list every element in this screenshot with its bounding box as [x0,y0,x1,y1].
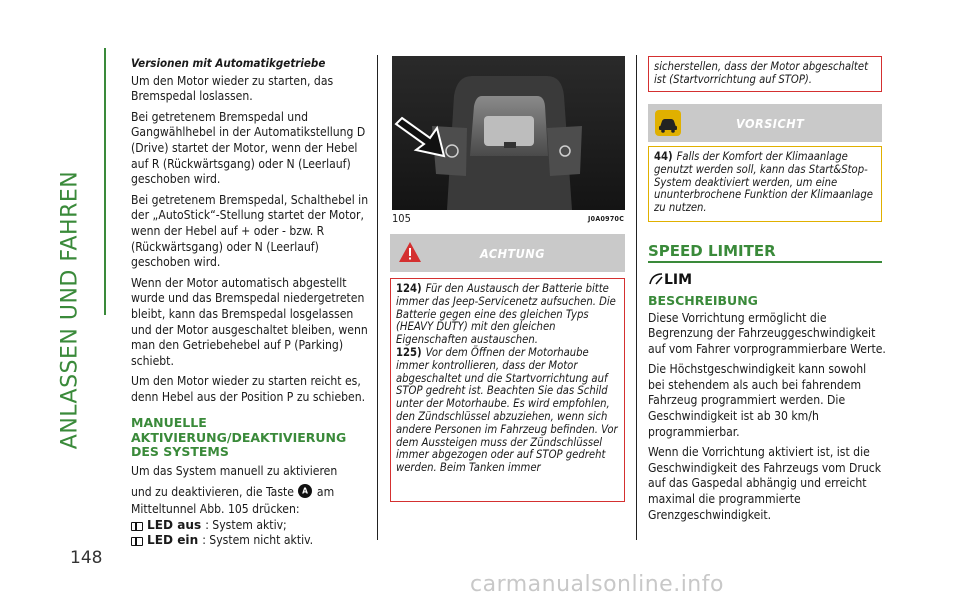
paragraph: Mitteltunnel Abb. 105 drücken: [131,502,300,517]
right-column-text [648,294,886,528]
paragraph: Um den Motor wieder zu starten, das Bremspedal loslassen. [131,73,334,104]
column-divider [636,55,637,540]
figure-code: J0A0970C [588,215,625,223]
page-number: 148 [70,548,103,568]
warning-box [390,278,625,502]
warning-banner [390,234,625,272]
warning-item: 124) Für den Austausch der Batterie bitte immer das Jeep-Servicenetz aufsuchen. Die Batterie gegen eine des gleichen Typs (HEAVY DUTY) mit den gleichen Eigenschaften austauschen. [396,282,616,347]
warning-title: ACHTUNG [480,246,545,261]
book-bullet-icon [131,536,143,546]
caution-box: 44) Falls der Komfort der Klimaanlage genutzt werden soll, kann das Start&Stop-System deaktiviert werden, um eine ununterbrochene Funktion der Klimaanlage zu nutzen. [648,146,882,222]
paragraph: Um das System manuell zu aktivieren [131,463,338,478]
warning-triangle-icon [398,240,422,264]
left-column [131,56,369,549]
svg-text:LIM: LIM [664,272,692,288]
chapter-rule [104,48,106,315]
caution-car-icon [654,109,682,137]
figure-photo [392,56,625,210]
paragraph: Die Höchstgeschwindigkeit kann sowohl bei stehendem als auch bei fahrendem Fahrzeug programmiert werden. Die Geschwindigkeit ist ab 30 km/h programmierbar. [648,362,867,439]
caution-banner [648,104,882,142]
column-divider [377,55,378,540]
paragraph: Bei getretenem Bremspedal und Gangwählhebel in der Automatikstellung D (Drive) startet der Motor, wenn der Hebel auf R (Rückwärtsgang) oder N (Leerlauf) geschoben wird. [131,109,366,187]
paragraph: und zu deaktivieren, die Taste A am [131,484,335,499]
warning-item: 125) Vor dem Öffnen der Motorhaube immer kontrollieren, dass der Motor abgeschaltet und die Startvorrichtung auf STOP gedreht ist. Beachten Sie das Schild unter der Motorhaube. Es wird empfohlen, den Zündschlüssel abzuziehen, wenn sich andere Personen im Fahrzeug befinden. Vor dem Aussteigen muss der Zündschlüssel immer abgezogen oder auf STOP gedreht werden. Beim Tanken immer [396,345,618,475]
paragraph: Diese Vorrichtung ermöglicht die Begrenzung der Fahrzeuggeschwindigkeit auf vom Fahrer vorprogrammierbare Werte. [648,310,886,356]
section-title: SPEED LIMITER [648,242,776,260]
caution-title: VORSICHT [736,116,805,131]
warning-continued-box: sicherstellen, dass der Motor abgeschaltet ist (Startvorrichtung auf STOP). [648,56,882,92]
section-heading: MANUELLE AKTIVIERUNG/DEAKTIVIERUNG DES SYSTEMS [131,415,347,460]
paragraph: Wenn der Motor automatisch abgestellt wurde und das Bremspedal niedergetreten bleibt, kann das Bremspedal losgelassen und der Motor ausgeschaltet bleiben, wenn man den Getriebehebel auf P (Parking) schiebt. [131,275,368,368]
section-rule [648,261,882,263]
figure-number: 105 [392,212,411,225]
svg-text:A: A [302,486,309,496]
speed-limiter-icon [648,268,692,288]
center-console-illustration [392,56,625,210]
list-item: LED aus : System aktiv; [131,518,369,534]
watermark: carmanualsonline.info [470,572,724,597]
subsection-title: BESCHREIBUNG [648,293,758,308]
subheading: Versionen mit Automatikgetriebe [131,56,326,70]
paragraph: Wenn die Vorrichtung aktiviert ist, ist die Geschwindigkeit des Fahrzeugs vom Druck auf das Gaspedal abhängig und erreicht maximal die programmierte Grenzgeschwindigkeit. [648,445,882,522]
paragraph: Bei getretenem Bremspedal, Schalthebel in der „AutoStick“-Stellung startet der Motor, wenn der Hebel auf + oder - bzw. R (Rückwärtsgang) oder N (Leerlauf) geschoben wird. [131,192,369,270]
paragraph: Um den Motor wieder zu starten reicht es, denn Hebel aus der Position P zu schieben. [131,374,366,404]
book-bullet-icon [131,521,143,531]
list-item: LED ein : System nicht aktiv. [131,533,369,549]
start-stop-key-icon [297,483,313,499]
